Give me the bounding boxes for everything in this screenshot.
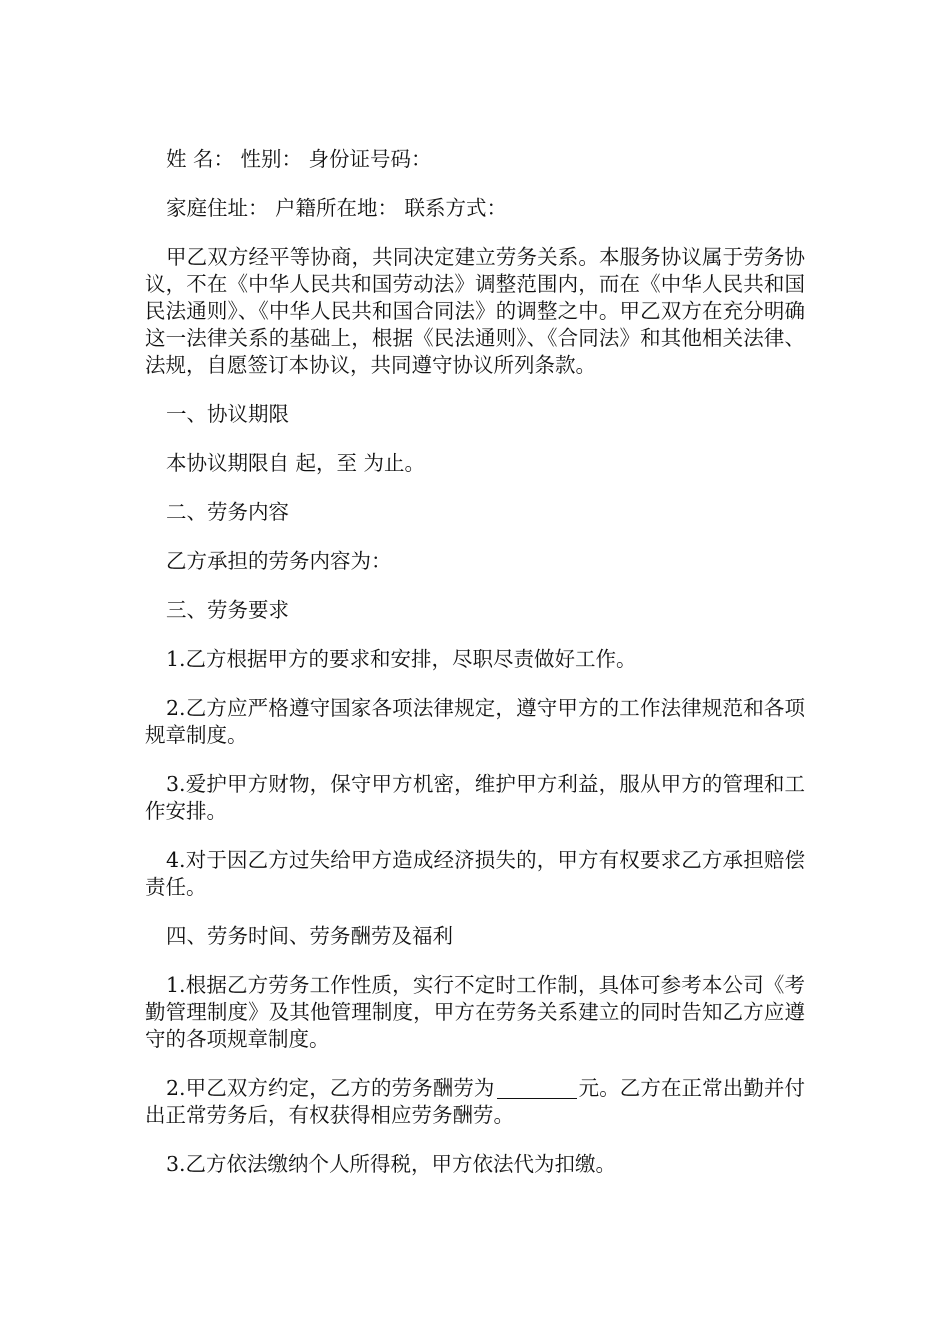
pay-clause (145, 1075, 805, 1129)
section-heading-requirements: 三、劳务要求 (166, 598, 289, 622)
requirement-item: 4.对于因乙方过失给甲方造成经济损失的，甲方有权要求乙方承担赔偿责任。 (145, 848, 805, 899)
time-pay-item: 1.根据乙方劳务工作性质，实行不定时工作制，具体可参考本公司《考勤管理制度》及其他管理制度，甲方在劳务关系建立的同时告知乙方应遵守的各项规章制度。 (145, 973, 805, 1051)
pay-clause-before: 2.甲乙双方约定，乙方的劳务酬劳为 (166, 1076, 495, 1100)
section-heading-time-pay: 四、劳务时间、劳务酬劳及福利 (166, 924, 453, 948)
section-heading-term: 一、协议期限 (166, 402, 289, 426)
requirement-item: 1.乙方根据甲方的要求和安排，尽职尽责做好工作。 (166, 647, 637, 671)
address-info-line: 家庭住址： 户籍所在地： 联系方式： (166, 196, 508, 220)
document-body (145, 146, 805, 1200)
requirement-item: 2.乙方应严格遵守国家各项法律规定，遵守甲方的工作法律规范和各项规章制度。 (145, 696, 805, 747)
tax-clause: 3.乙方依法缴纳个人所得税，甲方依法代为扣缴。 (166, 1152, 617, 1176)
content-clause: 乙方承担的劳务内容为： (166, 549, 392, 573)
preamble-paragraph: 甲乙双方经平等协商，共同决定建立劳务关系。本服务协议属于劳务协议，不在《中华人民共和国劳动法》调整范围内，而在《中华人民共和国民法通则》、《中华人民共和国合同法》的调整之中。甲乙双方在充分明确这一法律关系的基础上，根据《民法通则》、《合同法》和其他相关法律、法规，自愿签订本协议，共同遵守协议所列条款。 (145, 245, 805, 377)
section-heading-content: 二、劳务内容 (166, 500, 289, 524)
pay-clause-after: 元。乙方在正常出勤并付出正常劳务后，有权获得相应劳务酬劳。 (145, 1076, 806, 1127)
term-clause: 本协议期限自 起，至 为止。 (166, 451, 426, 475)
pay-amount-blank (497, 1078, 577, 1099)
requirement-item: 3.爱护甲方财物，保守甲方机密，维护甲方利益，服从甲方的管理和工作安排。 (145, 772, 805, 823)
personal-info-line: 姓 名： 性别： 身份证号码： (166, 147, 432, 171)
